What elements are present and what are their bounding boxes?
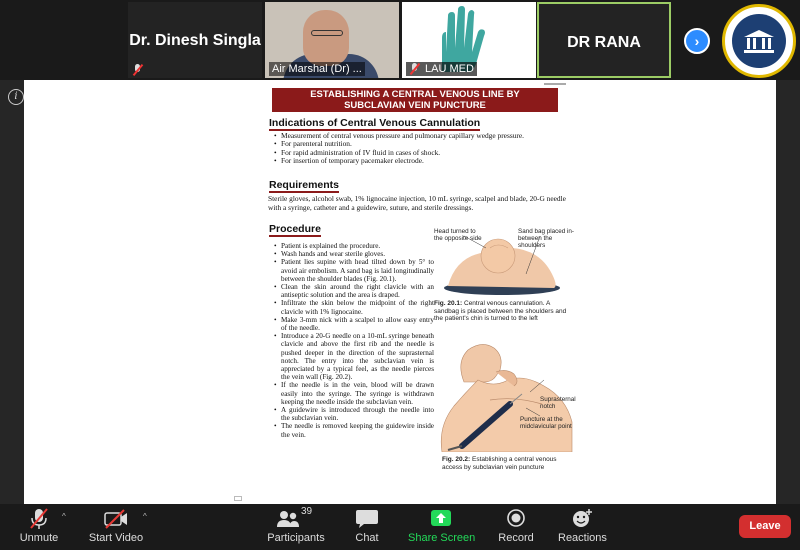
procedure-heading: Procedure	[269, 223, 321, 235]
indications-list	[274, 132, 574, 166]
indications-heading: Indications of Central Venous Cannulation	[269, 117, 481, 129]
fig2-label-puncture: Puncture at the midclavicular point	[520, 416, 572, 430]
unmute-label: Unmute	[19, 532, 59, 544]
requirements-text: Sterile gloves, alcohol swab, 1% lignocaine injection, 10 mL syringe, scalpel and blade, 20-G needle with a syringe, catheter and a guidewire, suture, and sterile dressings.	[268, 194, 566, 212]
fig1-caption: Fig. 20.1: Central venous cannulation. A sandbag is placed between the shoulders and the patient's chin is turned to the left	[434, 300, 567, 323]
fig1-label-sandbag: Sand bag placed in-between the shoulders	[518, 228, 575, 249]
video-options-chevron-icon[interactable]: ^	[143, 512, 147, 521]
record-label: Record	[498, 532, 534, 544]
list-item: • Measurement of central venous pressure and pulmonary capillary wedge pressure.	[274, 132, 574, 140]
document-title-banner: ESTABLISHING A CENTRAL VENOUS LINE BY SUBCLAVIAN VEIN PUNCTURE	[272, 88, 558, 112]
video-person-face	[303, 10, 349, 66]
microphone-muted-icon	[26, 508, 52, 530]
page-corner-marker	[234, 496, 242, 501]
next-participants-button[interactable]	[684, 28, 710, 54]
participant-name: LAU MED	[425, 63, 474, 75]
participants-count: 39	[301, 506, 313, 517]
procedure-list	[274, 242, 434, 439]
camera-off-icon	[103, 508, 129, 530]
record-icon	[503, 508, 529, 530]
start-video-label: Start Video	[88, 532, 144, 544]
list-item: • Wash hands and wear sterile gloves.	[274, 250, 434, 258]
participants-label: Participants	[267, 532, 325, 544]
smiley-add-icon	[569, 508, 595, 530]
muted-mic-icon	[409, 63, 421, 75]
list-item: • For rapid administration of IV fluid in cases of shock.	[274, 149, 574, 157]
banner-line	[544, 80, 584, 100]
fig2-caption: Fig. 20.2: Establishing a central venous access by subclavian vein puncture	[442, 456, 557, 471]
audio-options-chevron-icon[interactable]: ^	[62, 512, 66, 521]
chat-label: Chat	[355, 532, 379, 544]
participant-name: Air Marshal (Dr) ...	[272, 63, 362, 75]
list-item: • For insertion of temporary pacemaker electrode.	[274, 157, 574, 165]
list-item: • If the needle is in the vein, blood will be drawn easily into the syringe. The syringe is withdrawn keeping the needle inside the subclavian vein.	[274, 381, 434, 406]
participants-button[interactable]	[266, 508, 326, 544]
participant-strip	[0, 0, 800, 80]
reactions-button[interactable]	[558, 508, 606, 544]
chat-bubble-icon	[354, 508, 380, 530]
participant-tile-air-marshal[interactable]	[265, 2, 399, 78]
start-video-button[interactable]	[88, 508, 144, 544]
fig2-label-notch: Suprasternal notch	[540, 396, 576, 410]
reactions-label: Reactions	[558, 532, 607, 544]
video-person-glasses	[311, 30, 343, 36]
info-icon[interactable]: i	[8, 89, 24, 105]
share-screen-label: Share Screen	[408, 532, 476, 544]
list-item: • The needle is removed keeping the guidewire inside the vein.	[274, 422, 434, 438]
chevron-right-icon: ›	[694, 33, 700, 49]
document-page	[24, 80, 776, 504]
muted-mic-icon	[132, 64, 144, 76]
share-screen-button[interactable]	[408, 508, 474, 544]
participant-name: DR RANA	[567, 34, 641, 51]
participant-name: Dr. Dinesh Singla	[129, 32, 261, 49]
list-item: • A guidewire is introduced through the needle into the subclavian vein.	[274, 406, 434, 422]
requirements-heading: Requirements	[269, 179, 340, 191]
shared-screen-area	[0, 80, 800, 504]
list-item: • Introduce a 20-G needle on a 10-mL syringe beneath clavicle and above the first rib and the needle is pushed deeper in the direction of the suprasternal notch. The entry into the subclavian vein is appreciated by a typical feel, as the needle pierces the vein wall (Fig. 20.2).	[274, 332, 434, 381]
unmute-button[interactable]	[14, 508, 64, 544]
participant-tile-dinesh-singla[interactable]	[128, 2, 262, 78]
building-emblem-icon	[732, 14, 786, 68]
meeting-toolbar	[0, 504, 800, 550]
share-screen-icon	[428, 508, 454, 530]
list-item: • For parenteral nutrition.	[274, 140, 574, 148]
list-item: • Infiltrate the skin below the midpoint of the right clavicle with 1% lignocaine.	[274, 299, 434, 315]
participant-tile-lau-med[interactable]	[402, 2, 536, 78]
institution-logo	[722, 4, 796, 78]
list-item: • Make 3-mm nick with a scalpel to allow easy entry of the needle.	[274, 316, 434, 332]
participants-icon	[283, 506, 313, 530]
list-item: • Clean the skin around the right clavicle with an antiseptic solution and the area is draped.	[274, 283, 434, 299]
fig1-label-head: Head turned to the opposite side	[434, 228, 482, 242]
leave-button[interactable]: Leave	[739, 515, 791, 538]
chat-button[interactable]	[348, 508, 386, 544]
list-item: • Patient lies supine with head tilted down by 5° to avoid air embolism. A sand bag is laid longitudinally between the shoulder blades (Fig. 20.1).	[274, 258, 434, 283]
list-item: • Patient is explained the procedure.	[274, 242, 434, 250]
participant-tile-dr-rana[interactable]	[537, 2, 671, 78]
record-button[interactable]	[496, 508, 536, 544]
